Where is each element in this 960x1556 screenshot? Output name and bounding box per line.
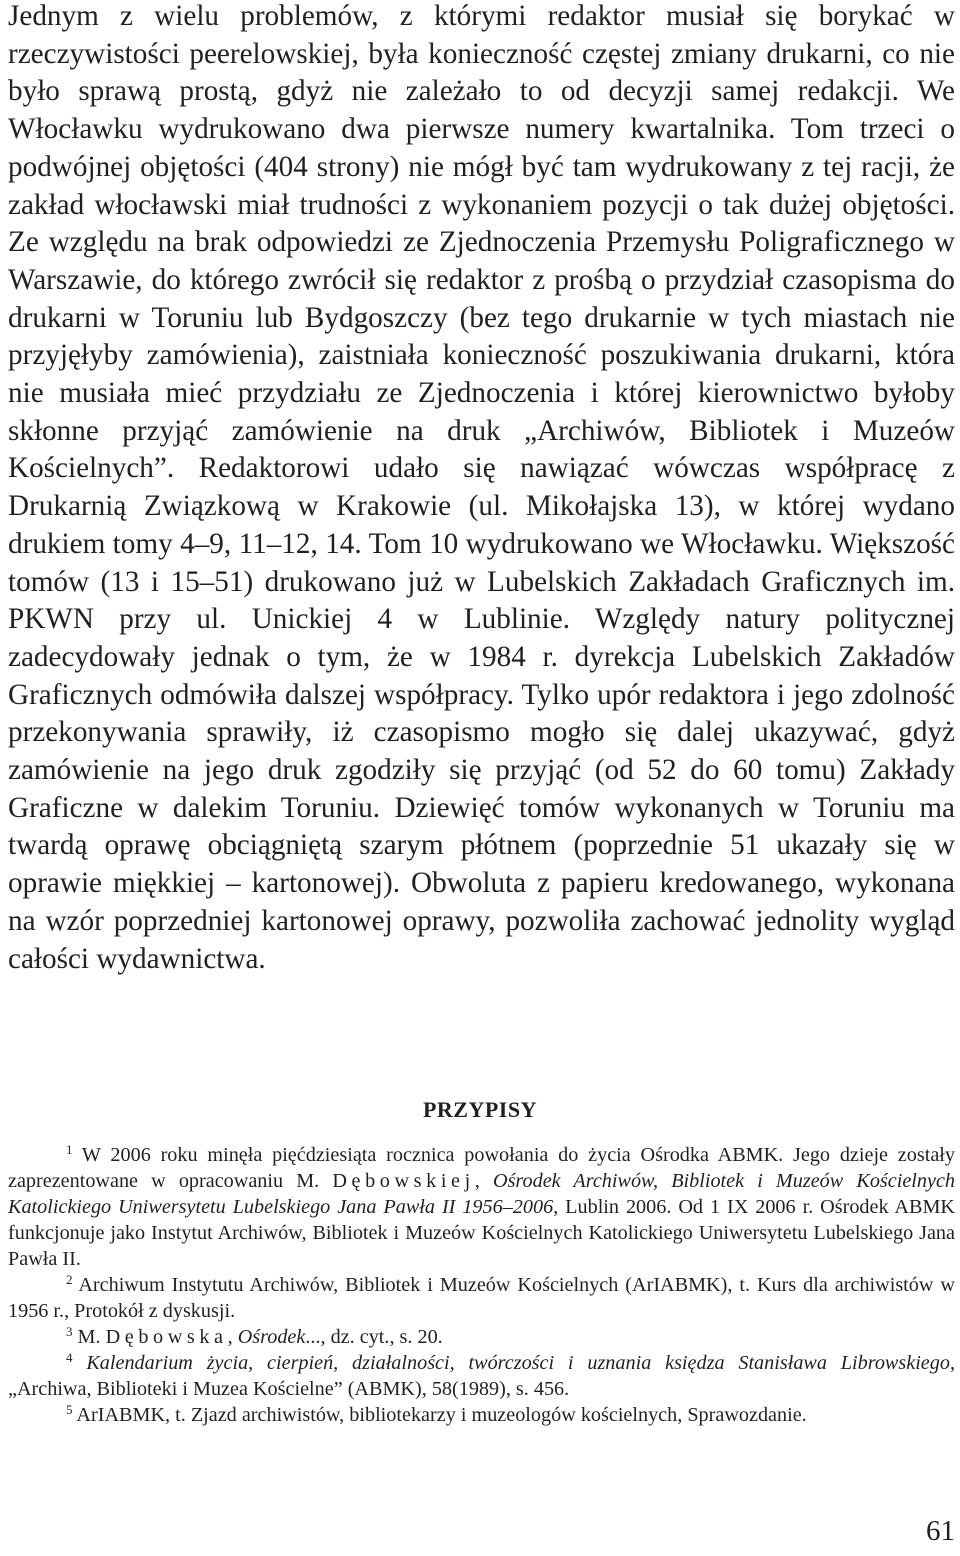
page-number: 61 bbox=[926, 1515, 955, 1547]
footnote-text: ArIABMK, t. Zjazd archiwistów, bibliotekarzy i muzeologów kościelnych, Sprawozdanie. bbox=[72, 1404, 807, 1426]
footnote-number: 4 bbox=[66, 1350, 73, 1365]
footnote-text: , bbox=[474, 1170, 493, 1192]
footnote-number: 1 bbox=[66, 1142, 73, 1157]
footnote-title: Ośrodek Archiwów, Bibliotek i Muzeów Kościelnych Katolickiego Uniwersytetu Lubelskiego Jana Pawła II 1956–2006 bbox=[8, 1170, 956, 1218]
footnote-number: 2 bbox=[66, 1272, 73, 1287]
footnote-number: 5 bbox=[66, 1402, 73, 1417]
footnote-text: ..., dz. cyt., s. 20. bbox=[305, 1326, 443, 1348]
footnote-author: Dębowska bbox=[105, 1326, 228, 1348]
footnote-text: M. bbox=[72, 1326, 106, 1348]
body-paragraph: Jednym z wielu problemów, z którymi redaktor musiał się borykać w rzeczywistości peerelowskiej, była konieczność częstej zmiany drukarni, co nie było sprawą prostą, gdyż nie zależało to od decyzji samej redakcji. We Włocławku wydrukowano dwa pierwsze numery kwartalnika. Tom trzeci o podwójnej objętości (404 strony) nie mógł być tam wydrukowany z tej racji, że zakład włocławski miał trudności z wykonaniem pozycji o tak dużej objętości. Ze względu na brak odpowiedzi ze Zjednoczenia Przemysłu Poligraficznego w Warszawie, do którego zwrócił się redaktor z prośbą o przydział czasopisma do drukarni w Toruniu lub Bydgoszczy (bez tego drukarnie w tych miastach nie przyjęłyby zamówienia), zaistniała konieczność poszukiwania drukarni, która nie musiała mieć przydziału ze Zjednoczenia i której kierownictwo byłoby skłonne przyjąć zamówienie na druk „Archiwów, Bibliotek i Muzeów Kościelnych”. Redaktorowi udało się nawiązać wówczas współpracę z Drukarnią Związkową w Krakowie (ul. Mikołajska 13), w której wydano drukiem tomy 4–9, 11–12, 14. Tom 10 wydrukowano we Włocławku. Większość tomów (13 i 15–51) drukowano już w Lubelskich Zakładach Graficznych im. PKWN przy ul. Unickiej 4 w Lublinie. Względy natury politycznej zadecydowały jednak o tym, że w 1984 r. dyrekcja Lubelskich Zakładów Graficznych odmówiła dalszej współpracy. Tylko upór redaktora i jego zdolność przekonywania sprawiły, iż czasopismo mogło się dalej ukazywać, gdyż zamówienie na jego druk zgodziły się przyjąć (od 52 do 60 tomu) Zakłady Graficzne w dalekim Toruniu. Dziewięć tomów wykonanych w Toruniu ma twardą oprawę obciągniętą szarym płótnem (poprzednie 51 ukazały się w oprawie miękkiej – kartonowej). Obwoluta z papieru kredowanego, wykonana na wzór poprzedniej kartonowej oprawy, pozwoliła zachować jednolity wygląd całości wydawnictwa. bbox=[8, 0, 955, 975]
footnote-text: , „Archiwa, Biblioteki i Muzea Kościelne” (ABMK), 58(1989), s. 456. bbox=[8, 1352, 956, 1400]
footnote-text bbox=[73, 1352, 87, 1374]
footnote-2 bbox=[8, 1272, 955, 1324]
footnote-3 bbox=[8, 1324, 955, 1350]
footnote-text: , bbox=[227, 1326, 238, 1348]
footnotes-list bbox=[8, 1142, 955, 1428]
footnotes-heading: PRZYPISY bbox=[422, 1097, 537, 1122]
footnote-title: Ośrodek bbox=[237, 1326, 306, 1348]
footnote-author: Dębowskiej bbox=[332, 1170, 475, 1192]
footnote-4 bbox=[8, 1350, 955, 1402]
footnote-title: Kalendarium życia, cierpień, działalności, twórczości i uznania księdza Stanisława Librowskiego bbox=[86, 1352, 950, 1374]
footnote-text: Archiwum Instytutu Archiwów, Bibliotek i Muzeów Kościelnych (ArIABMK), t. Kurs dla archiwistów w 1956 r., Protokół z dyskusji. bbox=[8, 1274, 955, 1322]
footnote-1 bbox=[8, 1142, 955, 1272]
footnote-5 bbox=[8, 1402, 955, 1428]
footnote-text: W 2006 roku minęła pięćdziesiąta rocznica powołania do życia Ośrodka ABMK. Jego dzieje zostały zaprezentowane w opracowaniu M. bbox=[8, 1144, 955, 1192]
footnote-number: 3 bbox=[66, 1324, 73, 1339]
footnote-text: , Lublin 2006. Od 1 IX 2006 r. Ośrodek ABMK funkcjonuje jako Instytut Archiwów, Bibliotek i Muzeów Kościelnych Katolickiego Uniwersytetu Lubelskiego Jana Pawła II. bbox=[8, 1196, 955, 1270]
